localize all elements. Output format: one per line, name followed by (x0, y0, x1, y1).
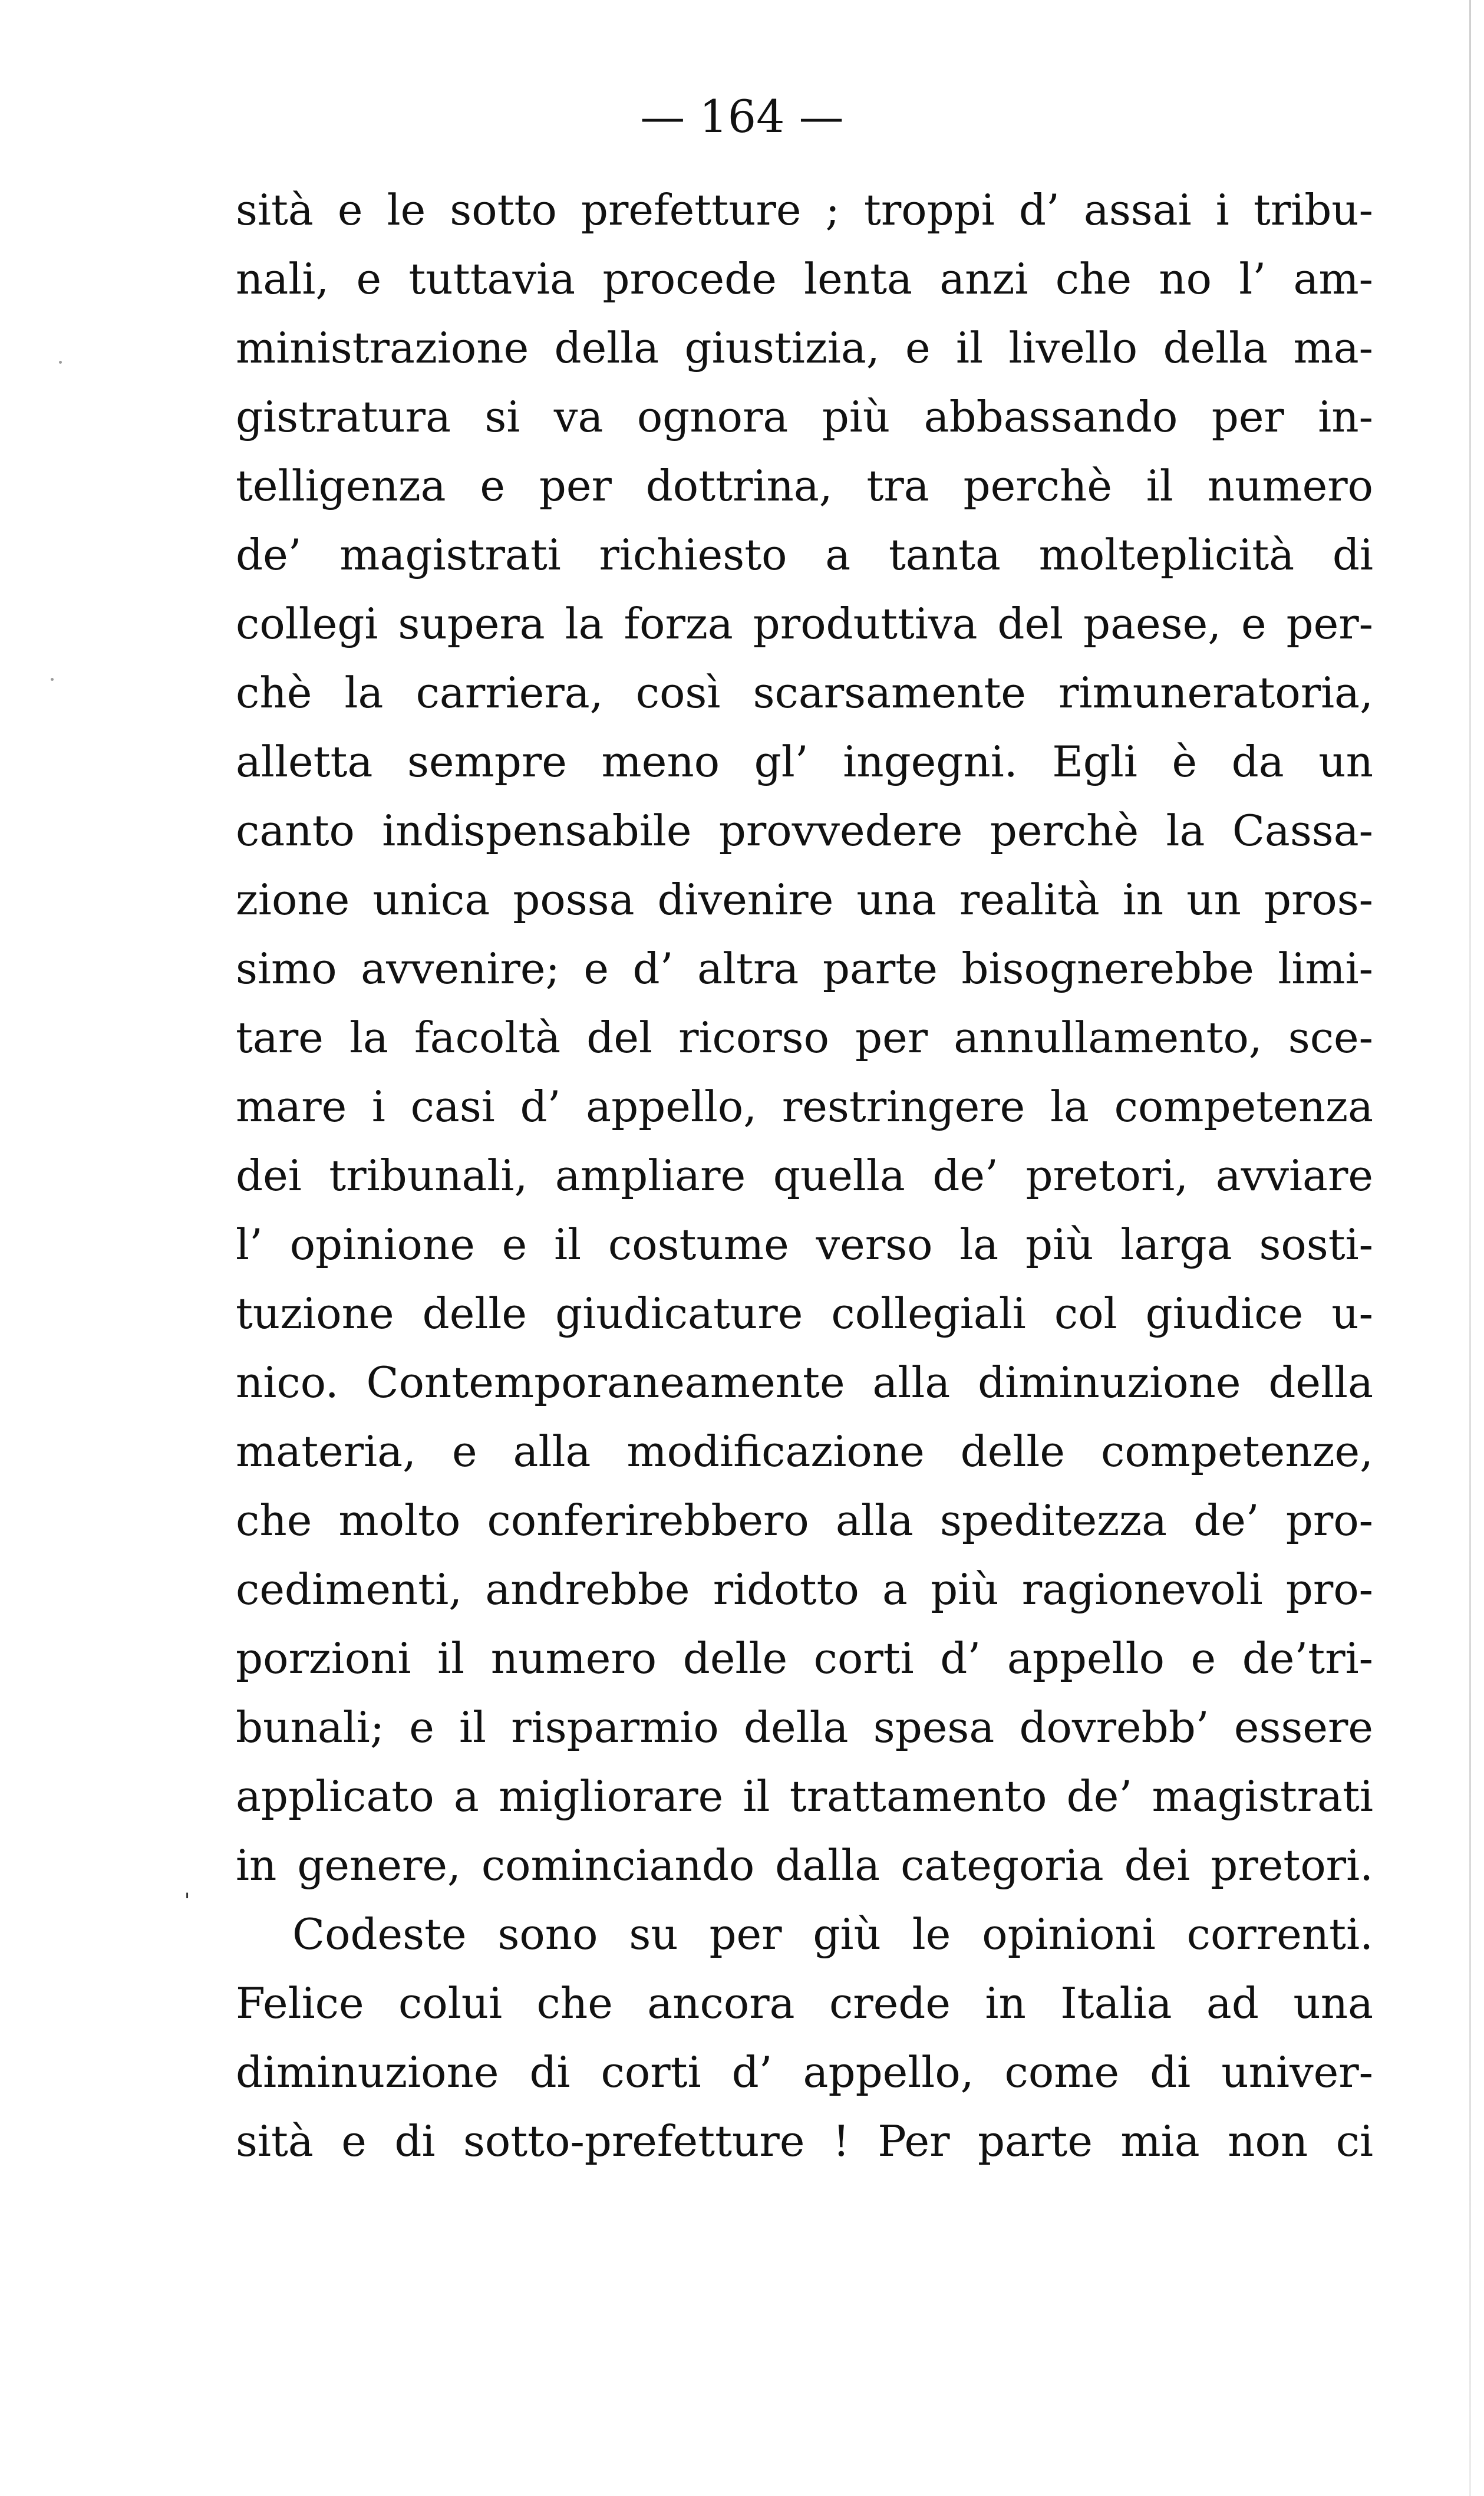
text-line: ministrazione della giustizia, e il livello della ma- (236, 323, 1373, 373)
text-line: nico. Contemporaneamente alla diminuzione della (236, 1358, 1373, 1407)
text-line: alletta sempre meno gl’ ingegni. Egli è da un (236, 737, 1373, 786)
text-line: porzioni il numero delle corti d’ appello e de’tri- (236, 1634, 1373, 1683)
page-number: — 164 — (640, 90, 844, 143)
text-line: telligenza e per dottrina, tra perchè il numero (236, 461, 1373, 511)
text-line: chè la carriera, così scarsamente rimuneratoria, (236, 668, 1373, 717)
text-line: l’ opinione e il costume verso la più larga sosti- (236, 1220, 1373, 1269)
text-line: Felice colui che ancora crede in Italia ad una (236, 1978, 1373, 2028)
text-line: bunali; e il risparmio della spesa dovrebb’ essere (236, 1703, 1373, 1752)
speck (51, 678, 54, 681)
text-line: che molto conferirebbero alla speditezza de’ pro- (236, 1496, 1373, 1545)
text-line: dei tribunali, ampliare quella de’ pretori, avviare (236, 1151, 1373, 1200)
text-line: cedimenti, andrebbe ridotto a più ragionevoli pro- (236, 1565, 1373, 1614)
text-line: Codeste sono su per giù le opinioni correnti. (292, 1909, 1373, 1959)
text-line: canto indispensabile provvedere perchè la Cassa- (236, 806, 1373, 855)
text-line: materia, e alla modificazione delle competenze, (236, 1427, 1373, 1476)
text-line: gistratura si va ognora più abbassando per in- (236, 392, 1373, 442)
text-line: nali, e tuttavia procede lenta anzi che no l’ am- (236, 254, 1373, 304)
text-line: tuzione delle giudicature collegiali col giudice u- (236, 1289, 1373, 1338)
text-line: tare la facoltà del ricorso per annullamento, sce- (236, 1013, 1373, 1062)
margin-mark: ˈ (184, 1889, 190, 1917)
text-line: collegi supera la forza produttiva del paese, e per- (236, 599, 1373, 648)
speck (59, 361, 62, 364)
text-line: applicato a migliorare il trattamento de’ magistrati (236, 1771, 1373, 1821)
text-line: zione unica possa divenire una realità in un pros- (236, 875, 1373, 924)
text-line: mare i casi d’ appello, restringere la competenza (236, 1082, 1373, 1131)
text-line: sità e le sotto prefetture ; troppi d’ assai i tribu- (236, 185, 1373, 235)
text-line: diminuzione di corti d’ appello, come di univer- (236, 2047, 1373, 2097)
text-line: de’ magistrati richiesto a tanta molteplicità di (236, 530, 1373, 579)
text-line: simo avvenire; e d’ altra parte bisognerebbe limi- (236, 944, 1373, 993)
text-line: sità e di sotto-prefetture ! Per parte mia non ci (236, 2116, 1373, 2166)
scan-edge-line (1469, 0, 1471, 2496)
text-line: in genere, cominciando dalla categoria dei pretori. (236, 1840, 1373, 1890)
